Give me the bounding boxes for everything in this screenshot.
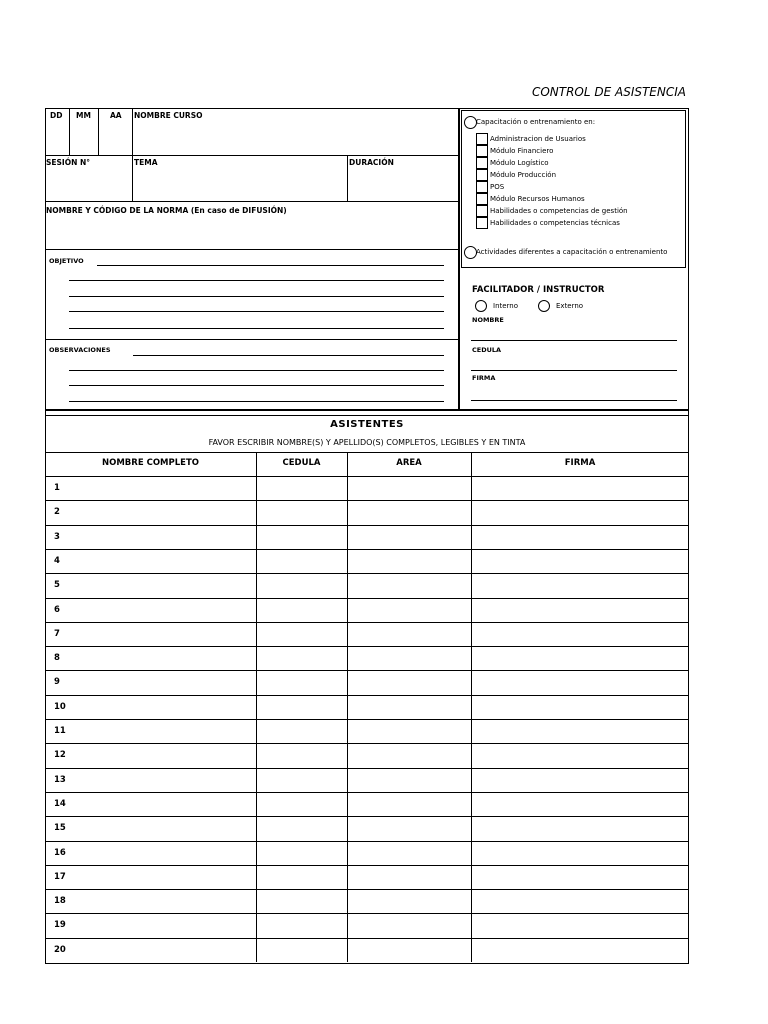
row-number: 18 — [54, 896, 66, 906]
id-cell[interactable] — [257, 477, 346, 499]
module-checkbox[interactable] — [476, 193, 488, 205]
id-cell[interactable] — [257, 842, 346, 864]
objective-line[interactable] — [69, 272, 444, 281]
module-checkbox[interactable] — [476, 217, 488, 229]
area-cell[interactable] — [348, 599, 470, 621]
signature-cell[interactable] — [472, 623, 688, 645]
objective-line[interactable] — [69, 303, 444, 312]
area-cell[interactable] — [348, 526, 470, 548]
module-label: Módulo Logístico — [490, 159, 549, 167]
row-number: 6 — [54, 605, 60, 615]
signature-cell[interactable] — [472, 793, 688, 815]
row-number: 8 — [54, 653, 60, 663]
row-number: 7 — [54, 629, 60, 639]
observations-line[interactable] — [133, 347, 444, 356]
internal-radio[interactable] — [475, 300, 487, 312]
module-checkbox[interactable] — [476, 181, 488, 193]
full-name-cell[interactable] — [67, 769, 255, 791]
area-cell[interactable] — [348, 550, 470, 572]
row-number: 5 — [54, 580, 60, 590]
objective-line[interactable] — [97, 257, 444, 266]
facilitator-heading: FACILITADOR / INSTRUCTOR — [472, 285, 605, 295]
signature-cell[interactable] — [472, 890, 688, 912]
area-cell[interactable] — [348, 671, 470, 693]
id-cell[interactable] — [257, 890, 346, 912]
area-cell[interactable] — [348, 623, 470, 645]
row-number: 4 — [54, 556, 60, 566]
id-cell[interactable] — [257, 720, 346, 742]
area-cell[interactable] — [348, 817, 470, 839]
session-number-label: SESIÓN N° — [46, 158, 91, 167]
id-cell[interactable] — [257, 599, 346, 621]
internal-label: Interno — [493, 302, 519, 310]
signature-cell[interactable] — [472, 574, 688, 596]
row-number: 12 — [54, 750, 66, 760]
row-number: 17 — [54, 872, 66, 882]
full-name-cell[interactable] — [67, 720, 255, 742]
column-header-area: AREA — [396, 458, 422, 468]
id-cell[interactable] — [257, 623, 346, 645]
full-name-cell[interactable] — [67, 550, 255, 572]
signature-cell[interactable] — [472, 744, 688, 766]
full-name-cell[interactable] — [67, 744, 255, 766]
row-number: 19 — [54, 920, 66, 930]
module-label: Administracion de Usuarios — [490, 135, 586, 143]
row-number: 16 — [54, 848, 66, 858]
id-cell[interactable] — [257, 914, 346, 936]
column-header-signature: FIRMA — [564, 458, 596, 468]
module-checkbox[interactable] — [476, 145, 488, 157]
column-header-id: CEDULA — [282, 458, 321, 468]
attendees-title: ASISTENTES — [330, 419, 404, 430]
row-number: 20 — [54, 945, 66, 955]
day-field[interactable] — [46, 122, 68, 154]
course-name-field[interactable] — [133, 122, 457, 154]
area-cell[interactable] — [348, 501, 470, 523]
id-cell[interactable] — [257, 501, 346, 523]
id-cell[interactable] — [257, 647, 346, 669]
full-name-cell[interactable] — [67, 574, 255, 596]
module-checkbox[interactable] — [476, 205, 488, 217]
full-name-cell[interactable] — [67, 817, 255, 839]
area-cell[interactable] — [348, 647, 470, 669]
full-name-cell[interactable] — [67, 939, 255, 961]
duration-label: DURACIÓN — [349, 158, 394, 167]
area-cell[interactable] — [348, 574, 470, 596]
full-name-cell[interactable] — [67, 890, 255, 912]
id-cell[interactable] — [257, 526, 346, 548]
signature-cell[interactable] — [472, 696, 688, 718]
external-label: Externo — [556, 302, 584, 310]
objective-line[interactable] — [69, 288, 444, 297]
full-name-cell[interactable] — [67, 526, 255, 548]
facilitator-signature-label: FIRMA — [472, 374, 496, 382]
row-number: 3 — [54, 532, 60, 542]
row-number: 14 — [54, 799, 66, 809]
id-cell[interactable] — [257, 939, 346, 961]
document-title: CONTROL DE ASISTENCIA — [531, 85, 686, 99]
column-header-full-name: NOMBRE COMPLETO — [102, 458, 199, 468]
row-number: 13 — [54, 775, 66, 785]
signature-cell[interactable] — [472, 720, 688, 742]
module-label: Módulo Recursos Humanos — [490, 195, 585, 203]
module-checkbox[interactable] — [476, 133, 488, 145]
signature-cell[interactable] — [472, 817, 688, 839]
id-cell[interactable] — [257, 696, 346, 718]
id-cell[interactable] — [257, 671, 346, 693]
observations-line[interactable] — [69, 362, 444, 371]
attendees-instructions: FAVOR ESCRIBIR NOMBRE(S) Y APELLIDO(S) COMPLETOS, LEGIBLES Y EN TINTA — [208, 438, 526, 447]
area-cell[interactable] — [348, 842, 470, 864]
module-label: Habilidades o competencias de gestión — [490, 207, 628, 215]
full-name-cell[interactable] — [67, 501, 255, 523]
full-name-cell[interactable] — [67, 696, 255, 718]
observations-line[interactable] — [69, 393, 444, 402]
session-number-field[interactable] — [46, 170, 131, 200]
full-name-cell[interactable] — [67, 477, 255, 499]
area-cell[interactable] — [348, 866, 470, 888]
id-cell[interactable] — [257, 550, 346, 572]
area-cell[interactable] — [348, 744, 470, 766]
signature-cell[interactable] — [472, 526, 688, 548]
signature-cell[interactable] — [472, 477, 688, 499]
area-cell[interactable] — [348, 914, 470, 936]
row-number: 15 — [54, 823, 66, 833]
topic-field[interactable] — [133, 170, 346, 200]
observations-label: OBSERVACIONES — [49, 346, 111, 354]
full-name-cell[interactable] — [67, 671, 255, 693]
signature-cell[interactable] — [472, 866, 688, 888]
row-number: 10 — [54, 702, 66, 712]
module-checkbox[interactable] — [476, 169, 488, 181]
observations-line[interactable] — [69, 377, 444, 386]
full-name-cell[interactable] — [67, 866, 255, 888]
year-field[interactable] — [99, 122, 131, 154]
module-label: Módulo Financiero — [490, 147, 554, 155]
full-name-cell[interactable] — [67, 647, 255, 669]
module-label: Habilidades o competencias técnicas — [490, 219, 620, 227]
course-name-label: NOMBRE CURSO — [134, 111, 203, 120]
area-cell[interactable] — [348, 769, 470, 791]
module-label: POS — [490, 183, 505, 191]
full-name-cell[interactable] — [67, 793, 255, 815]
full-name-cell[interactable] — [67, 623, 255, 645]
full-name-cell[interactable] — [67, 842, 255, 864]
row-number: 2 — [54, 507, 60, 517]
norm-label: NOMBRE Y CÓDIGO DE LA NORMA (En caso de DIFUSIÓN) — [46, 206, 287, 215]
month-label: MM — [76, 111, 91, 120]
id-cell[interactable] — [257, 817, 346, 839]
objective-label: OBJETIVO — [49, 257, 84, 265]
row-number: 11 — [54, 726, 66, 736]
training-option-label: Capacitación o entrenamiento en: — [476, 118, 596, 126]
other-activities-label: Actividades diferentes a capacitación o entrenamiento — [476, 248, 668, 256]
external-radio[interactable] — [538, 300, 550, 312]
area-cell[interactable] — [348, 939, 470, 961]
area-cell[interactable] — [348, 477, 470, 499]
signature-cell[interactable] — [472, 769, 688, 791]
day-label: DD — [50, 111, 63, 120]
signature-cell[interactable] — [472, 599, 688, 621]
signature-cell[interactable] — [472, 842, 688, 864]
facilitator-id-label: CEDULA — [472, 346, 502, 354]
full-name-cell[interactable] — [67, 914, 255, 936]
module-label: Módulo Producción — [490, 171, 557, 179]
duration-field[interactable] — [348, 170, 457, 200]
norm-field[interactable] — [46, 218, 457, 248]
row-number: 1 — [54, 483, 60, 493]
id-cell[interactable] — [257, 744, 346, 766]
row-number: 9 — [54, 677, 60, 687]
area-cell[interactable] — [348, 890, 470, 912]
id-cell[interactable] — [257, 793, 346, 815]
area-cell[interactable] — [348, 720, 470, 742]
id-cell[interactable] — [257, 769, 346, 791]
month-field[interactable] — [70, 122, 97, 154]
topic-label: TEMA — [134, 158, 158, 167]
signature-cell[interactable] — [472, 939, 688, 961]
year-label: AA — [110, 111, 122, 120]
facilitator-signature-field[interactable] — [471, 392, 677, 401]
facilitator-name-field[interactable] — [471, 332, 677, 341]
signature-cell[interactable] — [472, 914, 688, 936]
signature-cell[interactable] — [472, 550, 688, 572]
signature-cell[interactable] — [472, 501, 688, 523]
objective-line[interactable] — [69, 320, 444, 329]
signature-cell[interactable] — [472, 647, 688, 669]
signature-cell[interactable] — [472, 671, 688, 693]
module-checkbox[interactable] — [476, 157, 488, 169]
id-cell[interactable] — [257, 866, 346, 888]
facilitator-id-field[interactable] — [471, 362, 677, 371]
area-cell[interactable] — [348, 696, 470, 718]
facilitator-name-label: NOMBRE — [472, 316, 504, 324]
id-cell[interactable] — [257, 574, 346, 596]
area-cell[interactable] — [348, 793, 470, 815]
full-name-cell[interactable] — [67, 599, 255, 621]
